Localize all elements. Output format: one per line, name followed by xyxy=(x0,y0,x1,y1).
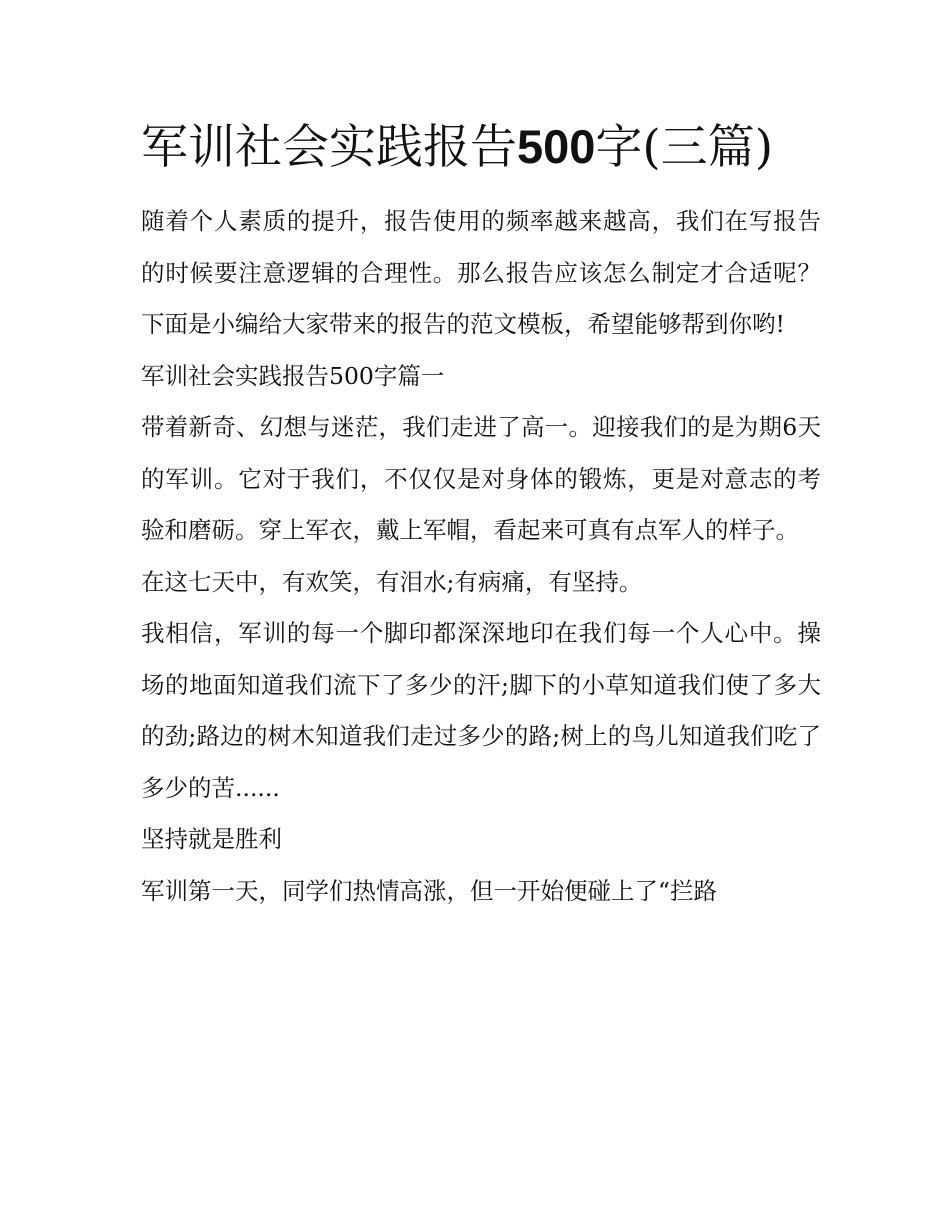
document-content xyxy=(141,112,821,917)
title-text-part1: 军训社会实践报告 xyxy=(141,120,517,175)
body-paragraph: 军训第一天，同学们热情高涨，但一开始便碰上了“拦路 xyxy=(141,876,718,905)
section-heading: 军训社会实践报告500字篇一 xyxy=(141,361,445,390)
title-number: 500 xyxy=(517,120,596,173)
document-title xyxy=(141,112,821,182)
title-text-part2: 字(三篇) xyxy=(595,120,774,175)
intro-paragraph: 随着个人素质的提升，报告使用的频率越来越高，我们在写报告的时候要注意逻辑的合理性。那么报告应该怎么制定才合适呢？下面是小编给大家带来的报告的范文模板，希望能够帮到你哟! xyxy=(141,207,821,338)
body-paragraph: 带着新奇、幻想与迷茫，我们走进了高一。迎接我们的是为期6天的军训。它对于我们，不仅仅是对身体的锻炼，更是对意志的考验和磨砺。穿上军衣，戴上军帽，看起来可真有点军人的样子。 xyxy=(141,413,821,544)
body-paragraph: 我相信，军训的每一个脚印都深深地印在我们每一个人心中。操场的地面知道我们流下了多少的汗;脚下的小草知道我们使了多大的劲;路边的树木知道我们走过多少的路;树上的鸟儿知道我们吃了多少的苦...... xyxy=(141,619,821,802)
body-paragraph: 在这七天中，有欢笑，有泪水;有病痛，有坚持。 xyxy=(141,567,643,596)
subheading: 坚持就是胜利 xyxy=(141,825,282,853)
document-body xyxy=(141,196,821,917)
